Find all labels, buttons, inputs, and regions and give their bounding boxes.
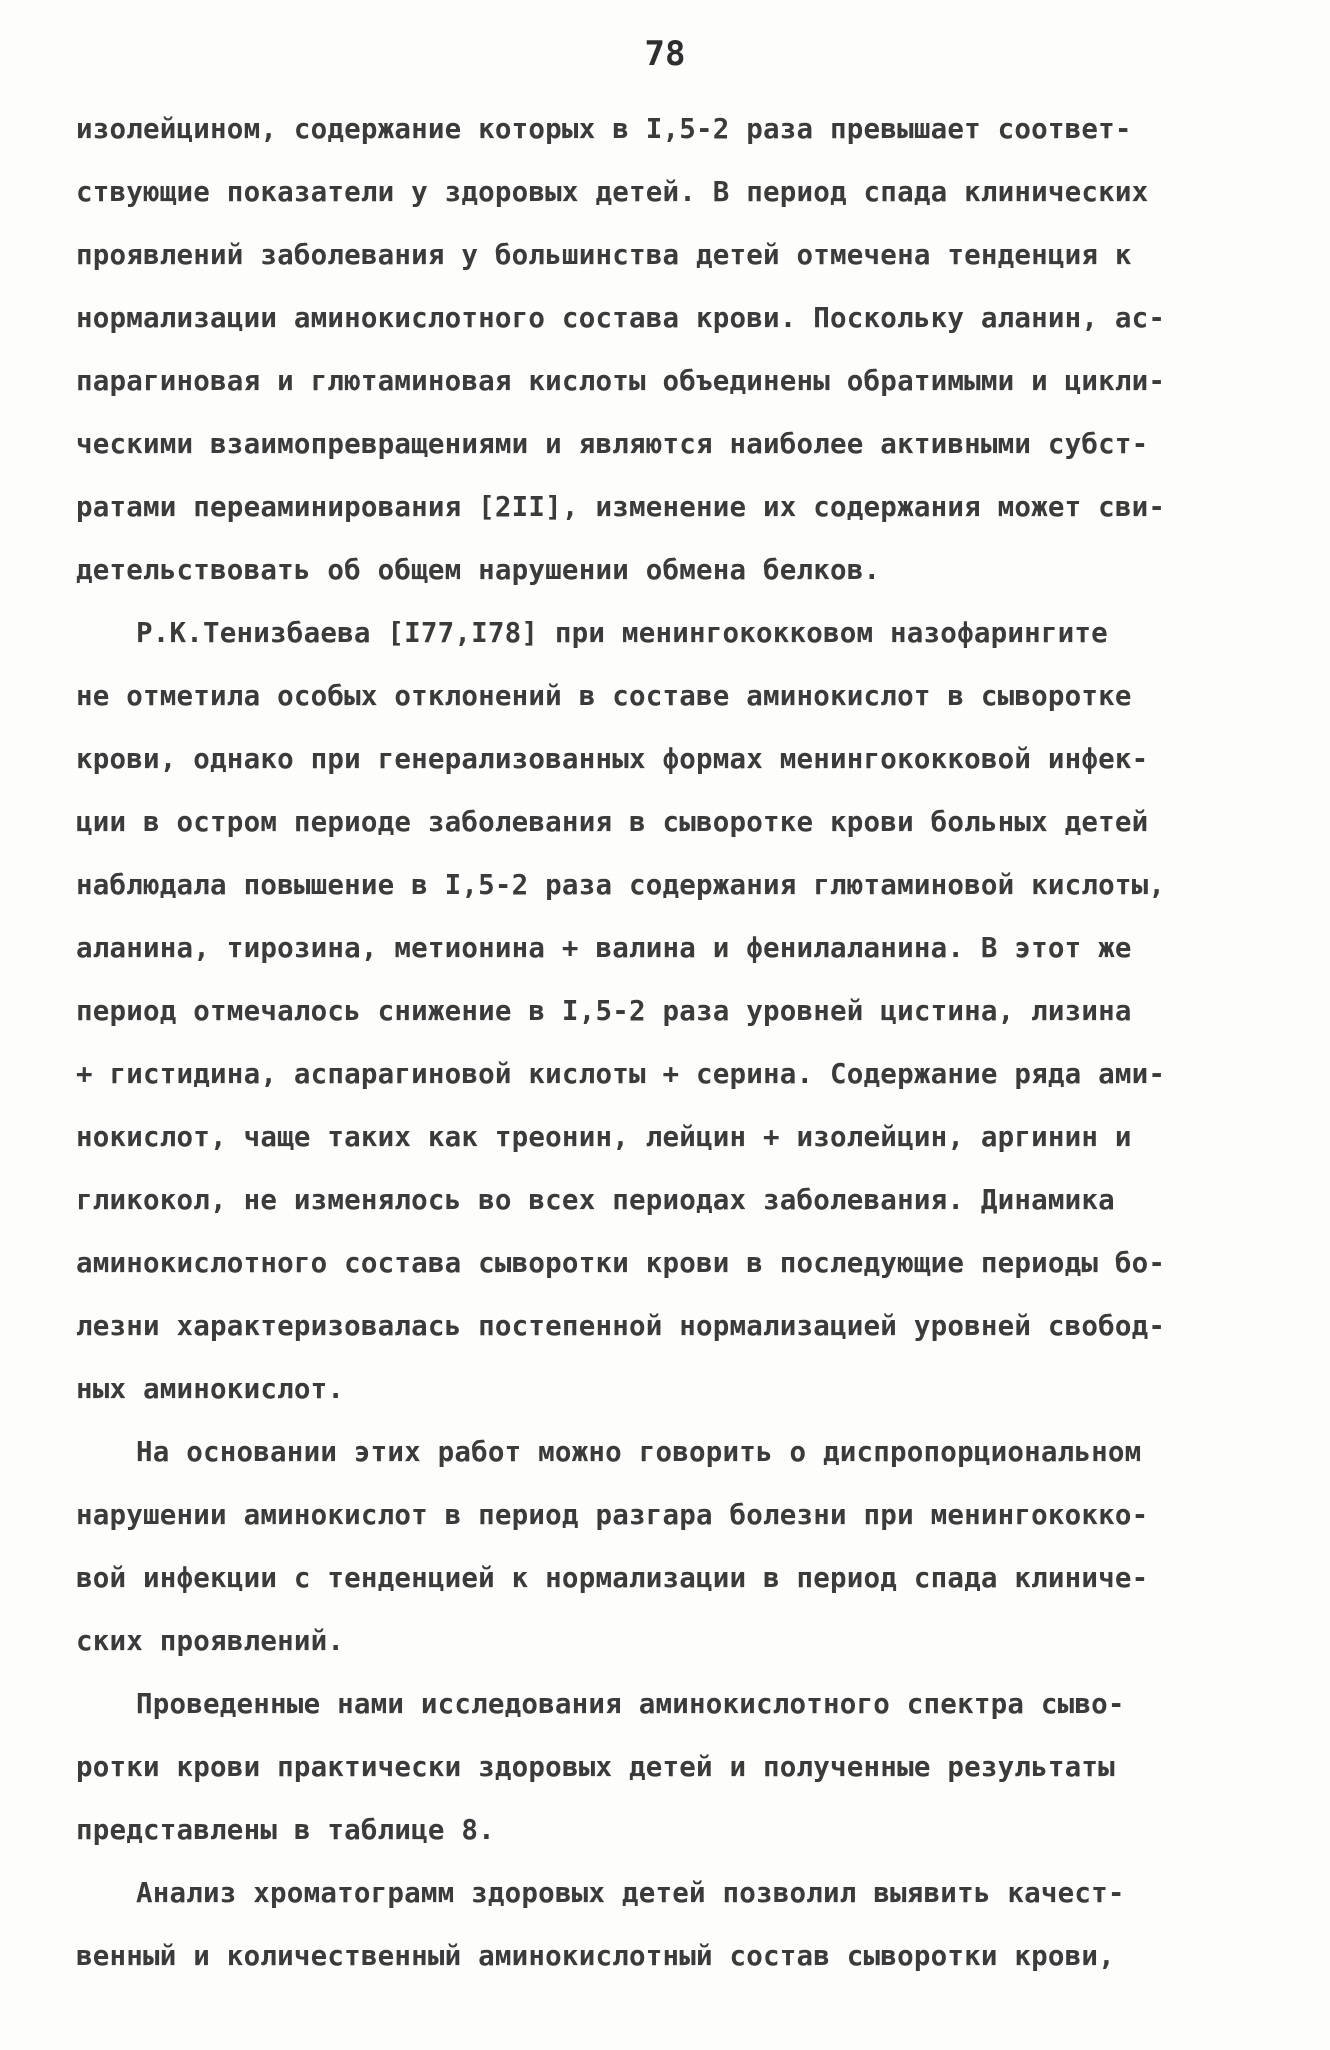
text-line: ных аминокислот. [76,1373,345,1405]
text-line: не отметила особых отклонений в составе аминокислот в сыворотке [76,680,1132,712]
text-line: аланина, тирозина, метионина + валина и фенилаланина. В этот же [76,932,1132,964]
text-line: На основании этих работ можно говорить о диспропорциональном [136,1436,1142,1468]
text-line: ских проявлений. [76,1625,345,1657]
text-line: изолейцином, содержание которых в I,5-2 раза превышает соответ- [76,113,1132,145]
text-line: + гистидина, аспарагиновой кислоты + серина. Содержание ряда ами- [76,1058,1166,1090]
text-line: ствующие показатели у здоровых детей. В период спада клинических [76,176,1149,208]
text-line: Анализ хроматограмм здоровых детей позволил выявить качест- [136,1877,1125,1909]
paragraph-1 [76,98,1256,602]
text-line: аминокислотного состава сыворотки крови в последующие периоды бо- [76,1247,1166,1279]
text-line: ции в остром периоде заболевания в сыворотке крови больных детей [76,806,1149,838]
paragraph-5 [76,1862,1256,1988]
text-line: наблюдала повышение в I,5-2 раза содержания глютаминовой кислоты, [76,869,1166,901]
text-line: гликокол, не изменялось во всех периодах заболевания. Динамика [76,1184,1115,1216]
paragraph-3 [76,1421,1256,1673]
text-line: период отмечалось снижение в I,5-2 раза уровней цистина, лизина [76,995,1132,1027]
text-line: нормализации аминокислотного состава крови. Поскольку аланин, ас- [76,302,1166,334]
page-number: 78 [644,34,686,74]
text-line: ротки крови практически здоровых детей и полученные результаты [76,1751,1115,1783]
text-line: лезни характеризовалась постепенной нормализацией уровней свобод- [76,1310,1166,1342]
text-line: венный и количественный аминокислотный состав сыворотки крови, [76,1940,1115,1972]
text-line: крови, однако при генерализованных формах менингококковой инфек- [76,743,1149,775]
text-line: парагиновая и глютаминовая кислоты объединены обратимыми и цикли- [76,365,1166,397]
text-line: нокислот, чаще таких как треонин, лейцин + изолейцин, аргинин и [76,1121,1132,1153]
text-line: детельствовать об общем нарушении обмена белков. [76,554,881,586]
paragraph-4 [76,1673,1256,1862]
text-line: нарушении аминокислот в период разгара болезни при менингококко- [76,1499,1149,1531]
text-line: Р.К.Тенизбаева [I77,I78] при менингококковом назофарингите [136,617,1108,649]
body-text [76,98,1256,1988]
text-line: ческими взаимопревращениями и являются наиболее активными субст- [76,428,1149,460]
paragraph-2 [76,602,1256,1421]
text-line: ратами переаминирования [2II], изменение их содержания может сви- [76,491,1166,523]
text-line: вой инфекции с тенденцией к нормализации в период спада клиниче- [76,1562,1149,1594]
text-line: Проведенные нами исследования аминокислотного спектра сыво- [136,1688,1125,1720]
text-line: представлены в таблице 8. [76,1814,495,1846]
text-line: проявлений заболевания у большинства детей отмечена тенденция к [76,239,1132,271]
